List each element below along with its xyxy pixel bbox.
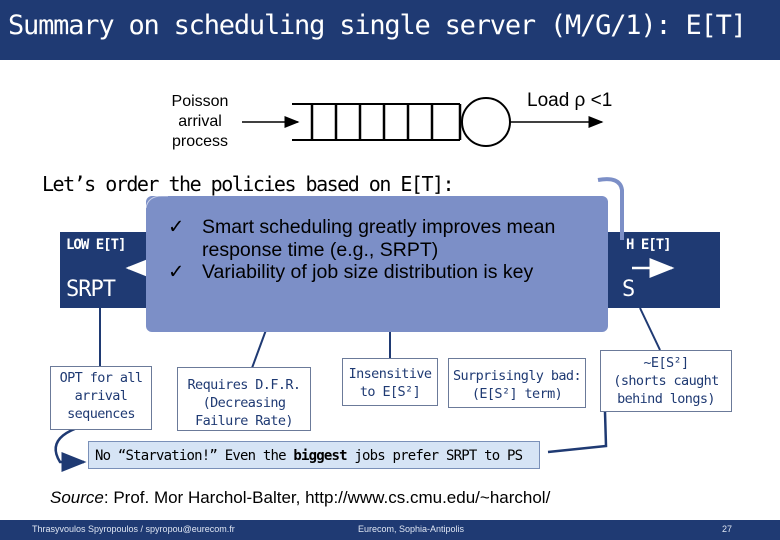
starvation-note [88,441,540,469]
order-text: Let’s order the policies based on E[T]: [42,172,454,196]
insensitive-box [342,358,438,406]
callout-item-text: Smart scheduling greatly improves mean response time (e.g., SRPT) [202,216,556,261]
slide-title: Summary on scheduling single server (M/G/1): E[T] [8,10,746,41]
checkmark-icon: ✓ [168,216,185,238]
box-line: (shorts caught [613,373,719,389]
box-line: Requires D.F.R. [187,377,301,393]
box-line: to E[S²] [359,384,421,400]
box-line: Surprisingly bad: [453,368,581,384]
callout-item-text: Variability of job size distribution is key [202,261,534,283]
arrival-label-line: arrival [178,113,222,130]
box-line: behind longs) [617,391,715,407]
checkmark-icon: ✓ [168,261,185,283]
box-line: Failure Rate) [195,413,293,429]
es2-box [600,350,732,412]
load-label: Load ρ <1 [527,90,613,111]
box-line: (E[S²] term) [471,386,563,402]
source-line [50,488,550,508]
ps-policy-label: S [622,277,636,302]
starvation-text: No “Starvation!” Even the [95,448,294,464]
starvation-bold: biggest [293,448,347,464]
callout-list [150,216,600,284]
callout-item [150,216,600,261]
box-line: ~E[S²] [643,355,689,371]
box-line: arrival [74,388,128,404]
opt-box [50,366,152,430]
box-line: (Decreasing [202,395,286,411]
dfr-box [177,367,311,431]
arrival-label-line: Poisson [171,93,229,110]
box-line: Insensitive [348,366,432,382]
footer-institution: Eurecom, Sophia-Antipolis [358,524,465,534]
starvation-text: jobs prefer SRPT to PS [346,448,523,464]
box-line: sequences [67,406,135,422]
callout-item [150,261,600,284]
source-label: Source [50,488,104,507]
srpt-policy-label: SRPT [66,277,115,302]
footer-author: Thrasyvoulos Spyropoulos / spyropou@eurecom.fr [32,524,235,534]
high-et-label: H E[T] [626,237,671,253]
box-line: OPT for all [59,370,143,386]
source-text: : Prof. Mor Harchol-Balter, http://www.cs.cmu.edu/~harchol/ [103,488,551,507]
surprisingly-bad-box [448,358,586,408]
low-et-label: LOW E[T] [66,237,126,253]
arrival-label-line: process [171,133,229,150]
footer-page-number: 27 [722,524,733,534]
